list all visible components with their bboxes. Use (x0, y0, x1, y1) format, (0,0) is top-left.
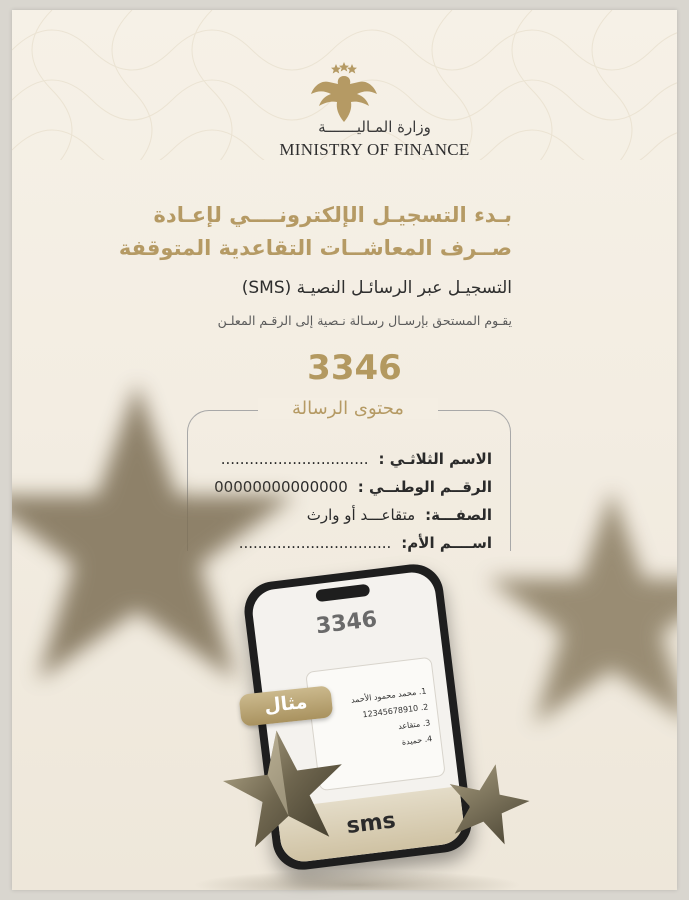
metallic-star-icon (214, 717, 355, 858)
field-value: ............................... (220, 450, 369, 468)
field-label: الرقــم الوطنــي : (357, 478, 492, 496)
field-value: ................................ (238, 534, 392, 552)
message-line: 4. حميدة (401, 734, 433, 747)
ministry-name-english: MINISTRY OF FINANCE (279, 140, 470, 159)
field-label: الاسم الثلاثـي : (378, 450, 492, 468)
headline-line-1: بـدء التسجيـل الإلكترونــــي لإعـادة (153, 203, 512, 227)
message-line: 3. متقاعد (397, 718, 431, 732)
message-line: 2. 12345678910 (362, 702, 429, 720)
metallic-star-icon (437, 752, 538, 853)
phone-shadow (192, 870, 522, 890)
instruction-text: يقـوم المستحق بإرسـال رسـالة نـصية إلى الرقـم المعلـن (217, 313, 512, 328)
message-content-title: محتوى الرسالة (292, 398, 404, 419)
blurred-star-icon (482, 480, 677, 740)
ministry-name-arabic: وزارة المـاليـــــــة (318, 118, 431, 136)
message-line: 1. محمد محمود الأحمد (350, 686, 427, 705)
sms-label: sms (345, 808, 398, 840)
field-label: الصفـــة: (425, 506, 492, 524)
field-status (307, 506, 492, 524)
sms-registration-subtitle: التسجيـل عبر الرسائـل النصيـة (SMS) (241, 278, 512, 298)
headline-line-2: صــرف المعاشــات التقاعدية المتوقفة (118, 236, 512, 260)
field-value: متقاعـــد أو وارث (306, 506, 416, 524)
short-code-number: 3346 (307, 348, 402, 388)
phone-notch (315, 584, 370, 602)
example-label: مثال (263, 690, 309, 718)
field-label: اســــم الأم: (401, 534, 492, 552)
eagle-emblem-icon (309, 60, 379, 124)
phone-recipient-number: 3346 (314, 607, 379, 640)
field-value: 00000000000000 (214, 478, 348, 496)
